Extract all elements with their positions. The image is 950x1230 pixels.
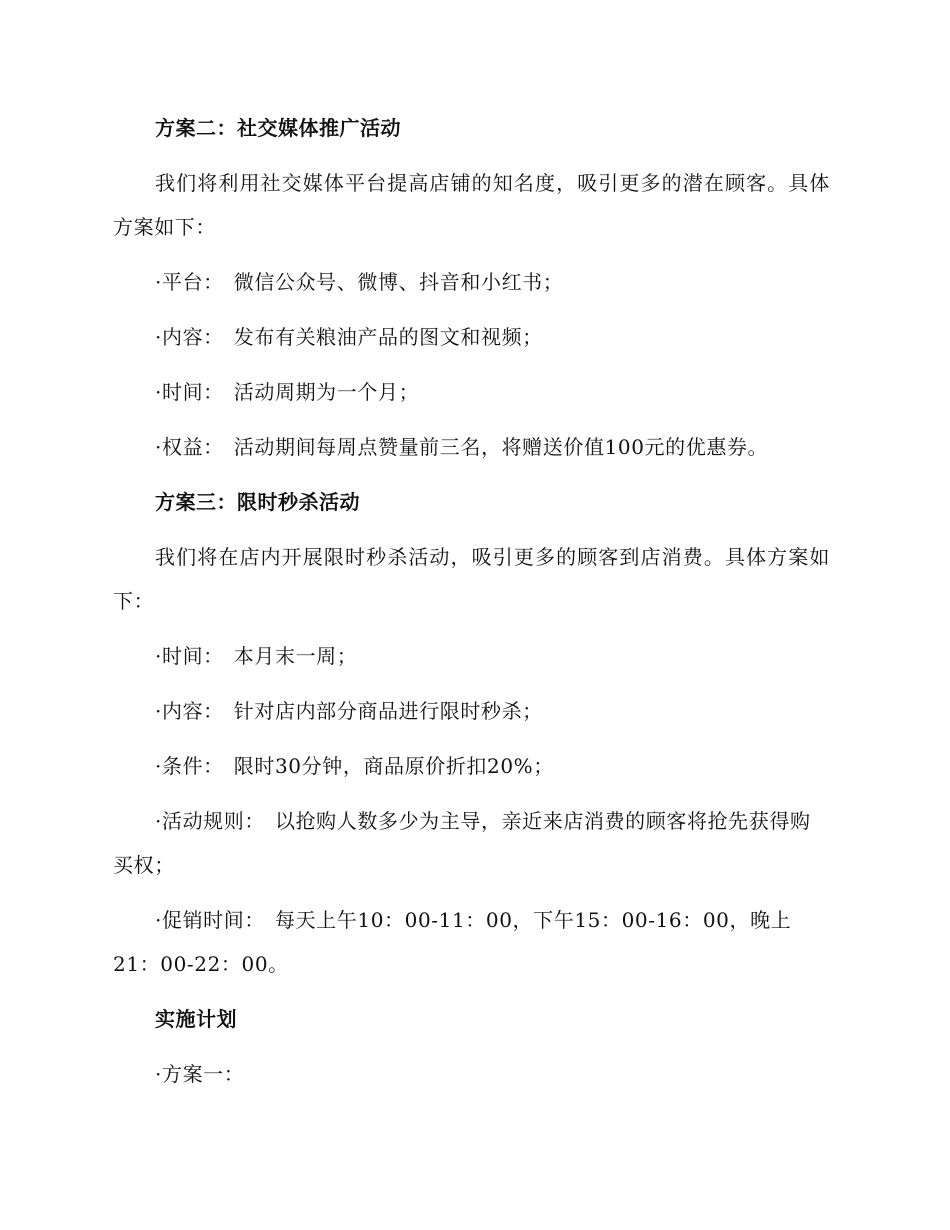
bullet-mark: · [155,908,162,932]
item-label: 方案一： [161,1062,245,1086]
item-label: 平台： [161,270,224,294]
bullet-item [113,898,830,986]
item-label: 内容： [161,325,224,349]
item-value: 发布有关粮油产品的图文和视频； [233,325,543,349]
section-heading-implementation-plan: 实施计划 [155,1007,237,1031]
bullet-mark: · [155,270,162,294]
item-label: 内容： [161,699,224,723]
item-value: 每天上午10：00-11：00，下午15：00-16：00，晚上21：00-22：00。 [113,908,792,976]
bullet-item [113,689,830,733]
bullet-mark: · [155,699,162,723]
item-value: 本月末一周； [233,644,358,668]
item-label: 促销时间： [161,908,265,932]
item-label: 时间： [161,380,224,404]
item-value: 针对店内部分商品进行限时秒杀； [233,699,543,723]
bullet-item [113,799,830,887]
item-value: 微信公众号、微博、抖音和小红书； [233,270,564,294]
bullet-item [113,260,830,304]
bullet-mark: · [155,809,162,833]
bullet-mark: · [155,380,162,404]
bullet-mark: · [155,435,162,459]
bullet-item [113,634,830,678]
item-label: 权益： [161,435,224,459]
item-label: 条件： [161,754,224,778]
item-label: 活动规则： [161,809,265,833]
item-value: 限时30分钟，商品原价折扣20%； [233,754,554,778]
item-label: 时间： [161,644,224,668]
section-heading-plan-two: 方案二：社交媒体推广活动 [155,116,401,140]
item-value: 以抢购人数多少为主导，亲近来店消费的顾客将抢先获得购买权； [113,809,811,877]
section-heading-plan-three: 方案三：限时秒杀活动 [155,490,360,514]
item-value: 活动周期为一个月； [233,380,420,404]
bullet-mark: · [155,644,162,668]
document-body [113,106,830,1107]
bullet-mark: · [155,325,162,349]
section-intro-plan-two: 我们将利用社交媒体平台提高店铺的知名度，吸引更多的潜在顾客。具体方案如下： [113,171,830,239]
bullet-mark: · [155,1062,162,1086]
bullet-mark: · [155,754,162,778]
bullet-item [113,315,830,359]
section-intro-plan-three: 我们将在店内开展限时秒杀活动，吸引更多的顾客到店消费。具体方案如下： [113,545,830,613]
bullet-item [113,744,830,788]
bullet-item [113,1052,830,1096]
item-value: 活动期间每周点赞量前三名，将赠送价值100元的优惠券。 [233,435,769,459]
bullet-item [113,425,830,469]
bullet-item [113,370,830,414]
